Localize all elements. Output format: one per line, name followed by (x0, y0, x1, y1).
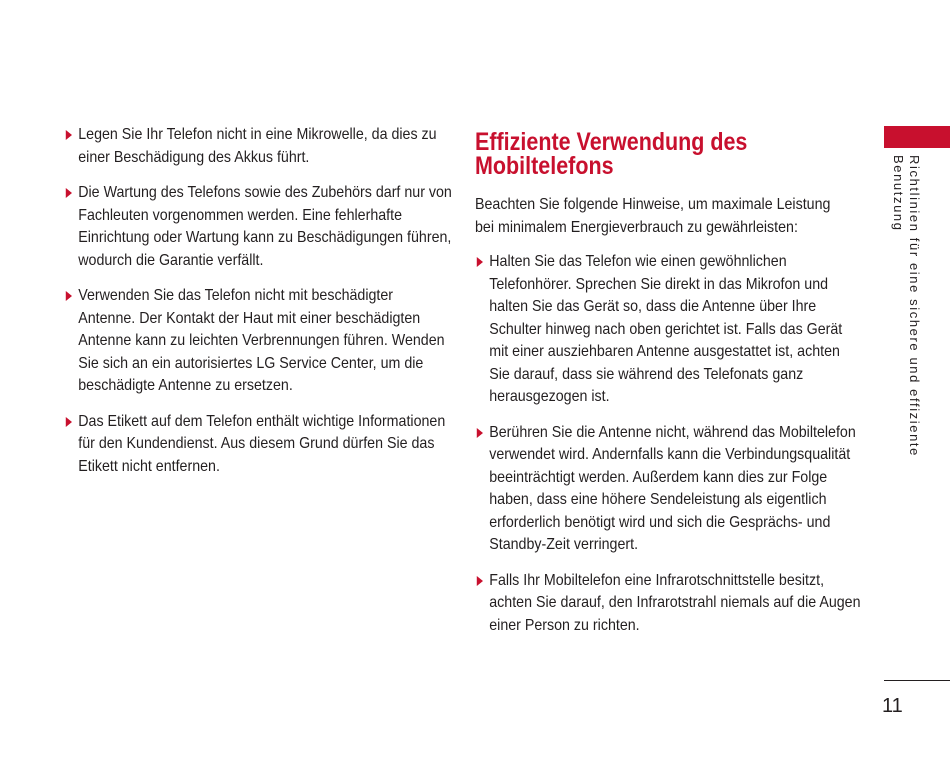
triangle-bullet-icon (477, 257, 483, 267)
list-item (64, 411, 452, 479)
bullet-text: Falls Ihr Mobiltelefon eine Infrarotschnittstelle besitzt, achten Sie darauf, den Infrarotstrahl niemals auf die Augen einer Person zu richten. (489, 571, 861, 634)
chapter-label-line1: Richtlinien für eine sichere und effiziente (907, 155, 922, 457)
triangle-bullet-icon (66, 188, 72, 198)
page-number: 11 (882, 695, 903, 717)
list-item (475, 251, 863, 409)
chapter-side-label (884, 155, 928, 465)
triangle-bullet-icon (66, 291, 72, 301)
bullet-text: Halten Sie das Telefon wie einen gewöhnlichen Telefonhörer. Sprechen Sie direkt in das Mikrofon und halten Sie das Gerät so, dass die Antenne über Ihre Schulter hinweg nach oben gerichtet ist. Falls das Gerät mit einer ausziehbaren Antenne ausgestattet ist, achten Sie darauf, dass sie während des Telefonats ganz herausgezogen ist. (489, 253, 843, 405)
triangle-bullet-icon (66, 130, 72, 140)
list-item (475, 570, 863, 638)
list-item (64, 182, 452, 272)
list-item (64, 124, 452, 169)
chapter-tab (884, 126, 950, 148)
left-bullet-list (64, 124, 452, 478)
triangle-bullet-icon (477, 428, 483, 438)
list-item (64, 285, 452, 398)
bullet-text: Das Etikett auf dem Telefon enthält wichtige Informationen für den Kundendienst. Aus diesem Grund dürfen Sie das Etikett nicht entfernen. (78, 412, 446, 475)
page-number-rule (884, 680, 950, 681)
bullet-text: Verwenden Sie das Telefon nicht mit beschädigter Antenne. Der Kontakt der Haut mit einer beschädigten Antenne kann zu leichten Verbrennungen führen. Wenden Sie sich an ein autorisiertes LG Service Center, um die beschädigte Antenne zu ersetzen. (78, 287, 445, 394)
chapter-label-line2: Benutzung (891, 155, 906, 232)
right-column (475, 124, 860, 650)
bullet-text: Berühren Sie die Antenne nicht, während das Mobiltelefon verwendet wird. Andernfalls kann die Verbindungsqualität beeinträchtigt werden. Außerdem kann dies zur Folge haben, dass eine höhere Sendeleistung als eigentlich erforderlich benötigt wird und sich die Gesprächs- und Standby-Zeit verringert. (489, 423, 856, 553)
left-column (64, 124, 452, 491)
list-item (475, 422, 863, 557)
right-bullet-list (475, 251, 860, 637)
bullet-text: Legen Sie Ihr Telefon nicht in eine Mikrowelle, da dies zu einer Beschädigung des Akkus führt. (78, 126, 437, 166)
bullet-text: Die Wartung des Telefons sowie des Zubehörs darf nur von Fachleuten vorgenommen werden. Eine fehlerhafte Einrichtung oder Wartung kann zu Beschädigungen führen, wodurch die Garantie verfällt. (78, 184, 452, 269)
section-title: Effiziente Verwendung des Mobiltelefons (475, 128, 748, 180)
triangle-bullet-icon (66, 417, 72, 427)
triangle-bullet-icon (477, 576, 483, 586)
intro-paragraph: Beachten Sie folgende Hinweise, um maximale Leistung bei minimalem Energieverbrauch zu gewährleisten: (475, 196, 831, 236)
